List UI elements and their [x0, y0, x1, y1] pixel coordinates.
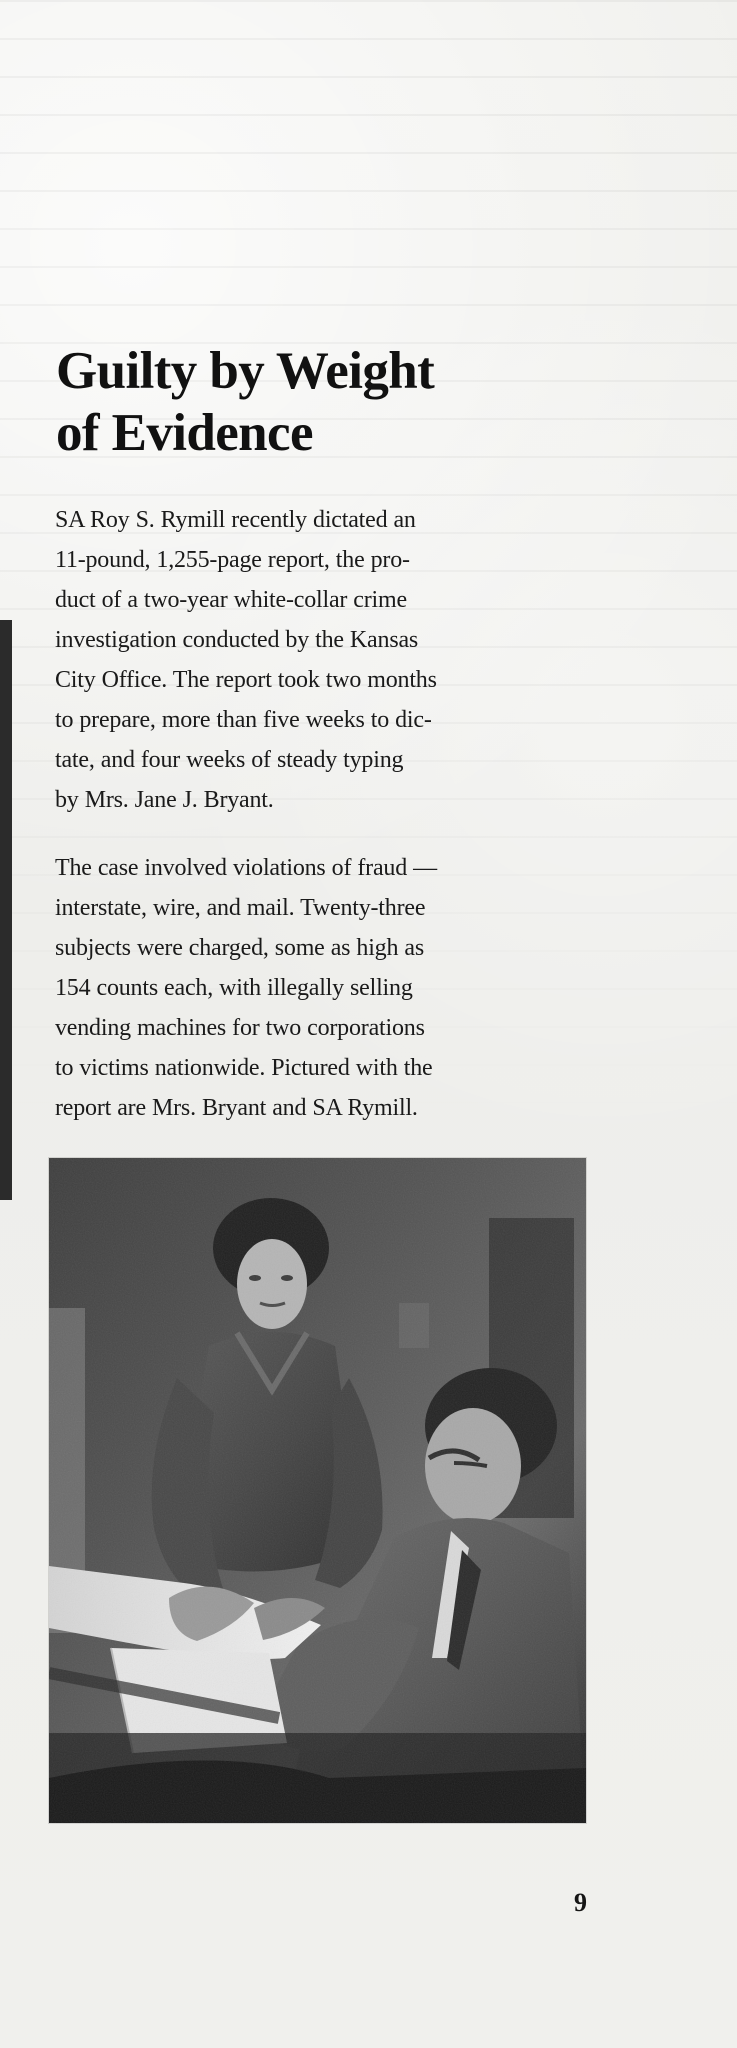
article-paragraph-1: SA Roy S. Rymill recently dictated an 11-pound, 1,255-page report, the pro- duct of a two-year white-collar crime investigation conducted by the Kansas City Office. The report took two months to prepare, more than five weeks to dic- tate, and four weeks of steady typing by Mrs. Jane J. Bryant.: [55, 507, 437, 813]
article-title: Guilty by Weight of Evidence: [56, 342, 435, 462]
page-number: 9: [574, 1888, 587, 1917]
photo-illustration: [49, 1158, 586, 1823]
article-paragraph-2: The case involved violations of fraud — interstate, wire, and mail. Twenty-three subjects were charged, some as high as 154 counts each, with illegally selling vending machines for two corporations to victims nationwide. Pictured with the report are Mrs. Bryant and SA Rymill.: [55, 855, 437, 1121]
left-edge-tab: [0, 620, 12, 1200]
article-photo: [49, 1158, 586, 1823]
